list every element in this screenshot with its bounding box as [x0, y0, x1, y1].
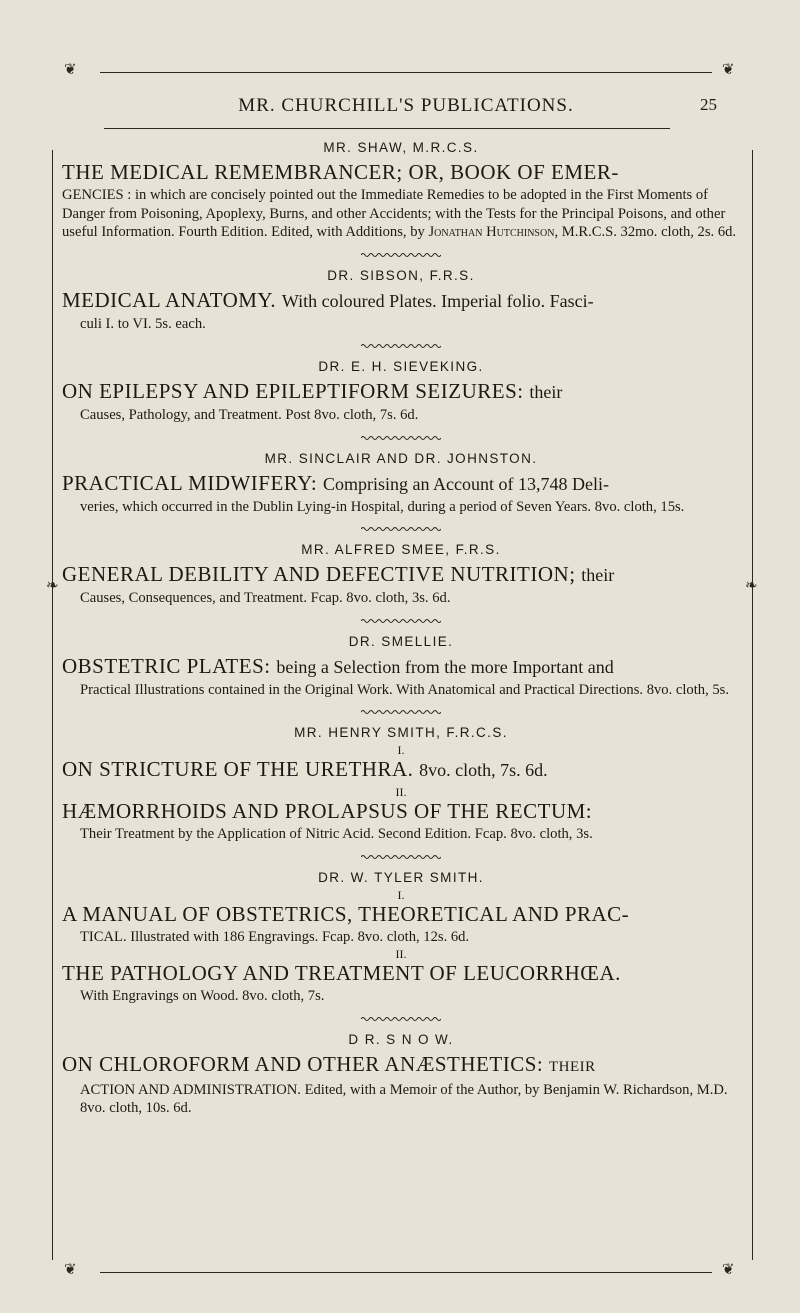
entry-description: veries, which occurred in the Dublin Lying-in Hospital, during a period of Seven Years. 8vo. cloth, 15s.: [80, 498, 685, 515]
entry-description: TICAL. Illustrated with 186 Engravings. Fcap. 8vo. cloth, 12s. 6d.: [80, 928, 470, 945]
entry-title: HÆMORRHOIDS AND PROLAPSUS OF THE RECTUM:: [62, 799, 593, 823]
entry-title-tail: their: [581, 565, 615, 585]
entry-description: Their Treatment by the Application of Nitric Acid. Second Edition. Fcap. 8vo. cloth, 3s.: [80, 826, 593, 842]
entry-title: ON EPILEPSY AND EPILEPTIFORM SEIZURES:: [62, 379, 524, 403]
side-ornament-right: ❧: [745, 576, 758, 594]
catalogue-content: [62, 140, 740, 1118]
divider-ornament: [361, 526, 441, 532]
entry-title-line: [62, 756, 740, 784]
work-number: I.: [397, 743, 405, 757]
entry-description: ACTION AND ADMINISTRATION. Edited, with a Memoir of the Author, by Benjamin W. Richardson, M.D. 8vo. cloth, 10s. 6d.: [80, 1081, 728, 1116]
entry-editor: Jonathan Hutchinson: [428, 224, 555, 240]
entry-author: DR. SMELLIE.: [348, 633, 454, 649]
entry-author: D R. S N O W.: [348, 1031, 454, 1047]
catalogue-entry: [62, 140, 740, 242]
entry-title: THE MEDICAL REMEMBRANCER; OR, BOOK OF EMER-: [62, 160, 619, 184]
catalogue-entry: [62, 870, 740, 1006]
entry-author: MR. SHAW, M.R.C.S.: [323, 140, 479, 155]
work-number: II.: [395, 785, 407, 799]
entry-title-line: [62, 287, 740, 315]
entry-author: MR. SINCLAIR AND DR. JOHNSTON.: [264, 450, 538, 466]
bottom-border-rule: [100, 1272, 712, 1273]
divider-ornament: [361, 1016, 441, 1022]
header-underline-rule: [104, 128, 670, 129]
corner-ornament-bottom-right: ❦: [722, 1260, 735, 1278]
corner-ornament-top-right: ❦: [722, 60, 735, 78]
entry-title: ON CHLOROFORM AND OTHER ANÆSTHETICS:: [62, 1051, 544, 1076]
entry-title-tail: their: [529, 382, 563, 402]
entry-title-line: [62, 653, 740, 681]
entry-title-tail: 8vo. cloth, 7s. 6d.: [419, 760, 548, 780]
catalogue-entry: [62, 634, 740, 700]
entry-author: MR. HENRY SMITH, F.R.C.S.: [294, 725, 508, 740]
top-border-rule: [100, 72, 712, 73]
corner-ornament-top-left: ❦: [64, 60, 77, 78]
catalogue-entry: [62, 268, 740, 334]
entry-title-tail: being a Selection from the more Important and: [276, 656, 614, 677]
entry-description: culi I. to VI. 5s. each.: [80, 315, 206, 332]
entry-title-line: [62, 561, 740, 589]
entry-title: PRACTICAL MIDWIFERY:: [62, 470, 318, 495]
entry-title: MEDICAL ANATOMY.: [62, 287, 277, 312]
catalogue-entry: [62, 359, 740, 425]
catalogue-entry: [62, 725, 740, 844]
entry-description: Practical Illustrations contained in the Original Work. With Anatomical and Practical Directions. 8vo. cloth, 5s.: [80, 681, 729, 698]
catalogue-entry: [62, 1032, 740, 1118]
divider-ornament: [361, 709, 441, 715]
entry-title: ON STRICTURE OF THE URETHRA.: [62, 757, 414, 781]
entry-author: DR. E. H. SIEVEKING.: [318, 359, 484, 374]
entry-description: Causes, Consequences, and Treatment. Fcap. 8vo. cloth, 3s. 6d.: [80, 590, 451, 606]
entry-title-tail: With coloured Plates. Imperial folio. Fasci-: [281, 290, 594, 311]
entry-title-line: [62, 1051, 740, 1081]
divider-ornament: [361, 252, 441, 258]
entry-author: MR. ALFRED SMEE, F.R.S.: [301, 542, 501, 557]
entry-description-end: , M.R.C.S. 32mo. cloth, 2s. 6d.: [554, 224, 737, 240]
left-border-line: [52, 150, 53, 1260]
work-number: II.: [395, 947, 407, 961]
running-head: MR. CHURCHILL'S PUBLICATIONS.: [238, 95, 574, 116]
side-ornament-left: ❧: [46, 576, 59, 594]
divider-ornament: [361, 343, 441, 349]
entry-title-tail: Comprising an Account of 13,748 Deli-: [322, 473, 609, 494]
entry-title: A MANUAL OF OBSTETRICS, THEORETICAL AND PRAC-: [62, 901, 630, 926]
divider-ornament: [361, 435, 441, 441]
entry-title-line: [62, 470, 740, 498]
entry-author: DR. W. TYLER SMITH.: [318, 869, 484, 885]
entry-description-text: GENCIES : in which are concisely pointed out the Immediate Remedies to be adopted in the First Moments of Danger from Poisoning, Apoplexy, Burns, and other Accidents; with the Tests for the Principal Poisons, and other useful Information. Fourth Edition. Edited, with Additions, by: [62, 187, 726, 240]
entry-description: [62, 186, 740, 242]
divider-ornament: [361, 854, 441, 860]
entry-title: THE PATHOLOGY AND TREATMENT OF LEUCORRHŒA.: [62, 961, 621, 985]
entry-title-line: [62, 378, 740, 406]
entry-title: GENERAL DEBILITY AND DEFECTIVE NUTRITION;: [62, 562, 576, 586]
entry-title: OBSTETRIC PLATES:: [62, 653, 271, 678]
catalogue-entry: [62, 451, 740, 517]
right-border-line: [752, 150, 753, 1260]
page-number: 25: [700, 95, 717, 114]
entry-description: Causes, Pathology, and Treatment. Post 8vo. cloth, 7s. 6d.: [80, 407, 419, 423]
entry-author: DR. SIBSON, F.R.S.: [327, 267, 475, 283]
corner-ornament-bottom-left: ❦: [64, 1260, 77, 1278]
work-number: I.: [397, 887, 405, 902]
entry-description: With Engravings on Wood. 8vo. cloth, 7s.: [80, 988, 325, 1004]
catalogue-entry: [62, 542, 740, 608]
entry-title-tail: THEIR: [548, 1058, 596, 1075]
divider-ornament: [361, 618, 441, 624]
